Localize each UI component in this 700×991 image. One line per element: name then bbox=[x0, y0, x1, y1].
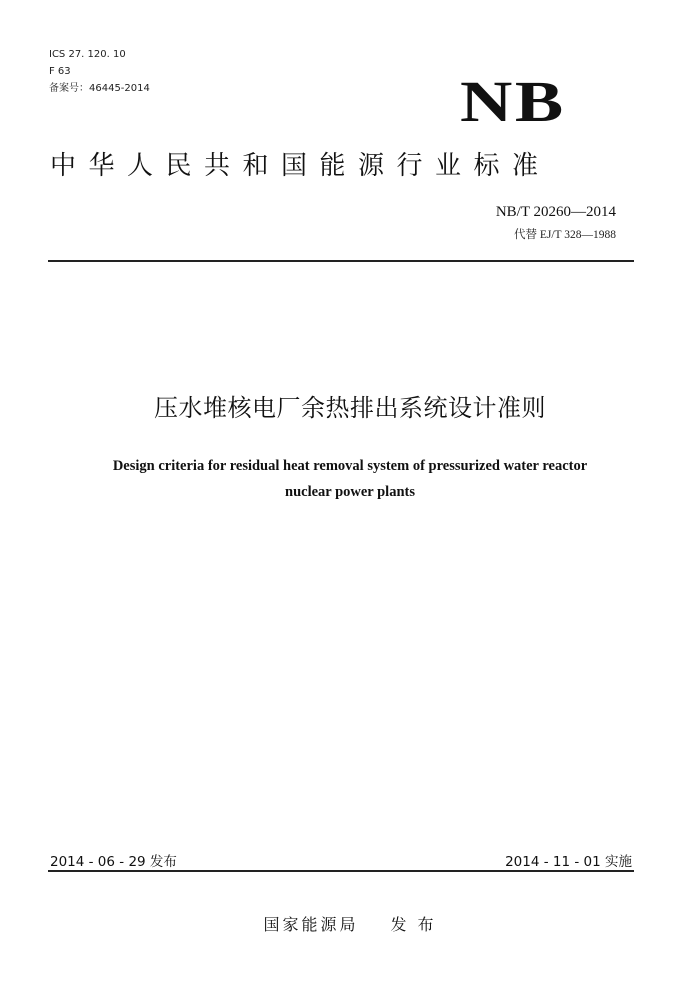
publisher-name: 国家能源局 bbox=[263, 915, 359, 934]
document-title-chinese: 压水堆核电厂余热排出系统设计准则 bbox=[154, 394, 546, 422]
implementation-date: 2014 - 11 - 01 实施 bbox=[505, 854, 632, 870]
english-title-line-2: nuclear power plants bbox=[285, 484, 415, 500]
ccs-code: F 63 bbox=[49, 66, 71, 77]
header-divider bbox=[48, 260, 634, 262]
issue-date: 2014 - 06 - 29 发布 bbox=[50, 854, 177, 870]
replaces-standard: 代替 EJ/T 328—1988 bbox=[513, 229, 616, 241]
standard-number: NB/T 20260—2014 bbox=[495, 204, 616, 220]
classification-block bbox=[49, 46, 150, 97]
ics-code: ICS 27. 120. 10 bbox=[49, 49, 126, 60]
footer-divider bbox=[48, 870, 634, 872]
publish-action: 发 布 bbox=[390, 915, 437, 934]
publisher-line bbox=[0, 912, 700, 935]
english-title-line-1: Design criteria for residual heat removal system of pressurized water reactor bbox=[112, 458, 588, 474]
record-number: 备案号：46445-2014 bbox=[49, 83, 150, 94]
nb-logo: NB bbox=[460, 69, 566, 134]
standard-type-title: 中华人民共和国能源行业标准 bbox=[50, 151, 551, 181]
document-title-english bbox=[0, 453, 700, 505]
